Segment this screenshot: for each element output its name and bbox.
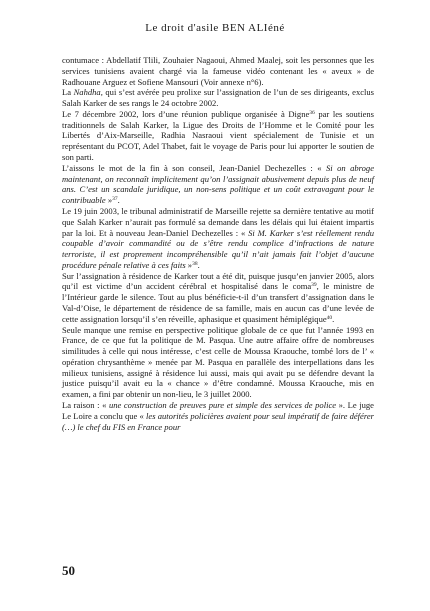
footnote-ref: 37 — [112, 196, 118, 203]
italic-quote: Si M. Karker s’est réellement rendu coupable d’avoir commandité ou de s’être rendu complice d’infractions de nature terroriste, il est proprement incompréhensible qu’il n’ait jamais fait l’objet d’aucune procédure pénale relative à ces faits — [62, 227, 374, 270]
page-number: 50 — [62, 563, 75, 578]
footnote-ref: 38 — [192, 260, 198, 267]
text-run: Le 19 juin 2003, le tribunal administratif de Marseille rejette sa dernière tentative au motif que Salah Karker n’aurait pas formulé sa demande dans les délais qui lui étaient impartis par la loi. Et à nouveau Jean-Daniel Dechezelles : « — [62, 205, 374, 238]
running-header: Le droit d'asile BEN ALIéné — [145, 22, 285, 34]
italic-quote: les autorités policières avaient pour seul impératif de faire déférer (…) le chef du FIS en France pour — [62, 410, 374, 432]
text-run: par les soutiens traditionnels de Salah Karker, la Ligue des Droits de l’Homme et le Comité pour les Libertés d’Aix-Marseille, Radhia Nasraoui vient spécialement de Tunisie et un représentant du PCOT, Adel Thabet, fait le voyage de Paris pour lui apporter le soutien de son parti. — [62, 108, 374, 163]
text-run: ». Le juge Le Loire a conclu que « — [62, 400, 374, 421]
footnote-ref: 36 — [309, 109, 315, 116]
text-run: contumace : Abdellatif Tlili, Zouhaier Nagaoui, Ahmed Maalej, soit les personnes que les services tunisiens avaient chargé via la fameuse vidéo contenant les « aveux » de Radhouane Arguez et Sofiene Mansouri (Voir annexe n°6). — [62, 55, 374, 87]
text-run: . — [332, 313, 335, 324]
text-run: Seule manque une remise en perspective politique globale de ce que fut l’année 1993 en France, de ce que fut la politique de M. Pasqua. Une autre affaire offre de nombreuses similitudes à celle qui nous intéresse, c’est celle de Moussa Kraouche, tombé lors de l’ « opération chrysanthème » menée par M. Pasqua en parallèle des interpellations dans les milieux tunisiens, assigné à résidence lui aussi, mais qui avait pu se défendre devant la justice puisqu’il avait eu la « chance » d’être condamné. Moussa Kraouche, mis en examen, a fini par obtenir un non-lieu, le 3 juillet 2000. — [62, 324, 374, 400]
text-run: . — [197, 259, 200, 270]
text-run: L’aissons le mot de la fin à son conseil, Jean-Daniel Dechezelles : « — [62, 162, 326, 173]
text-run: La — [62, 87, 74, 98]
italic-quote: Si on abroge maintenant, on reconnaît implicitement qu’on l’assignait abusivement depuis plus de neuf ans. C’est un scandale juridique, un non-sens politique et un coût extravagant pour le contribuable — [62, 162, 374, 206]
paragraph — [62, 109, 374, 163]
text-run: La raison : « — [62, 400, 109, 410]
paragraph — [62, 87, 374, 109]
footnote-ref: 40 — [326, 314, 333, 321]
paragraph — [62, 400, 374, 432]
text-run: , qui s’est avérée peu prolixe sur l’assignation de l’un de ses dirigeants, exclus Salah Karker de ses rangs le 24 octobre 2002. — [62, 87, 374, 109]
paragraph — [62, 271, 374, 325]
footnote-ref: 39 — [311, 282, 317, 289]
text-run: Le 7 décembre 2002, lors d’une réunion publique organisée à Digne — [62, 108, 310, 119]
italic-quote: Nahdha — [73, 87, 101, 98]
paragraph — [62, 325, 374, 400]
italic-quote: une construction de preuves pure et simple des services de police — [108, 400, 337, 410]
text-run: Sur l’assignation à résidence de Karker tout a été dit, puisque jusqu’en janvier 2005, alors qu’il est victime d’un accident cérébral et hospitalisé dans le coma — [62, 270, 374, 292]
paragraph — [62, 55, 374, 87]
text-run: . — [117, 195, 120, 206]
body-text — [62, 55, 374, 432]
text-run: , le ministre de l’Intérieur garde le silence. Tout au plus bénéficie-t-il d’un transfert d’assignation dans le Val-d’Oise, le département de résidence de sa famille, mais en aucun cas d’une levée de cette assignation lorsqu’il s’en réveille, aphasique et quasiment hémiplégique — [62, 281, 375, 324]
text-run: » — [185, 259, 193, 270]
paragraph — [62, 206, 374, 271]
text-run: » — [105, 195, 113, 206]
paragraph — [62, 163, 374, 206]
